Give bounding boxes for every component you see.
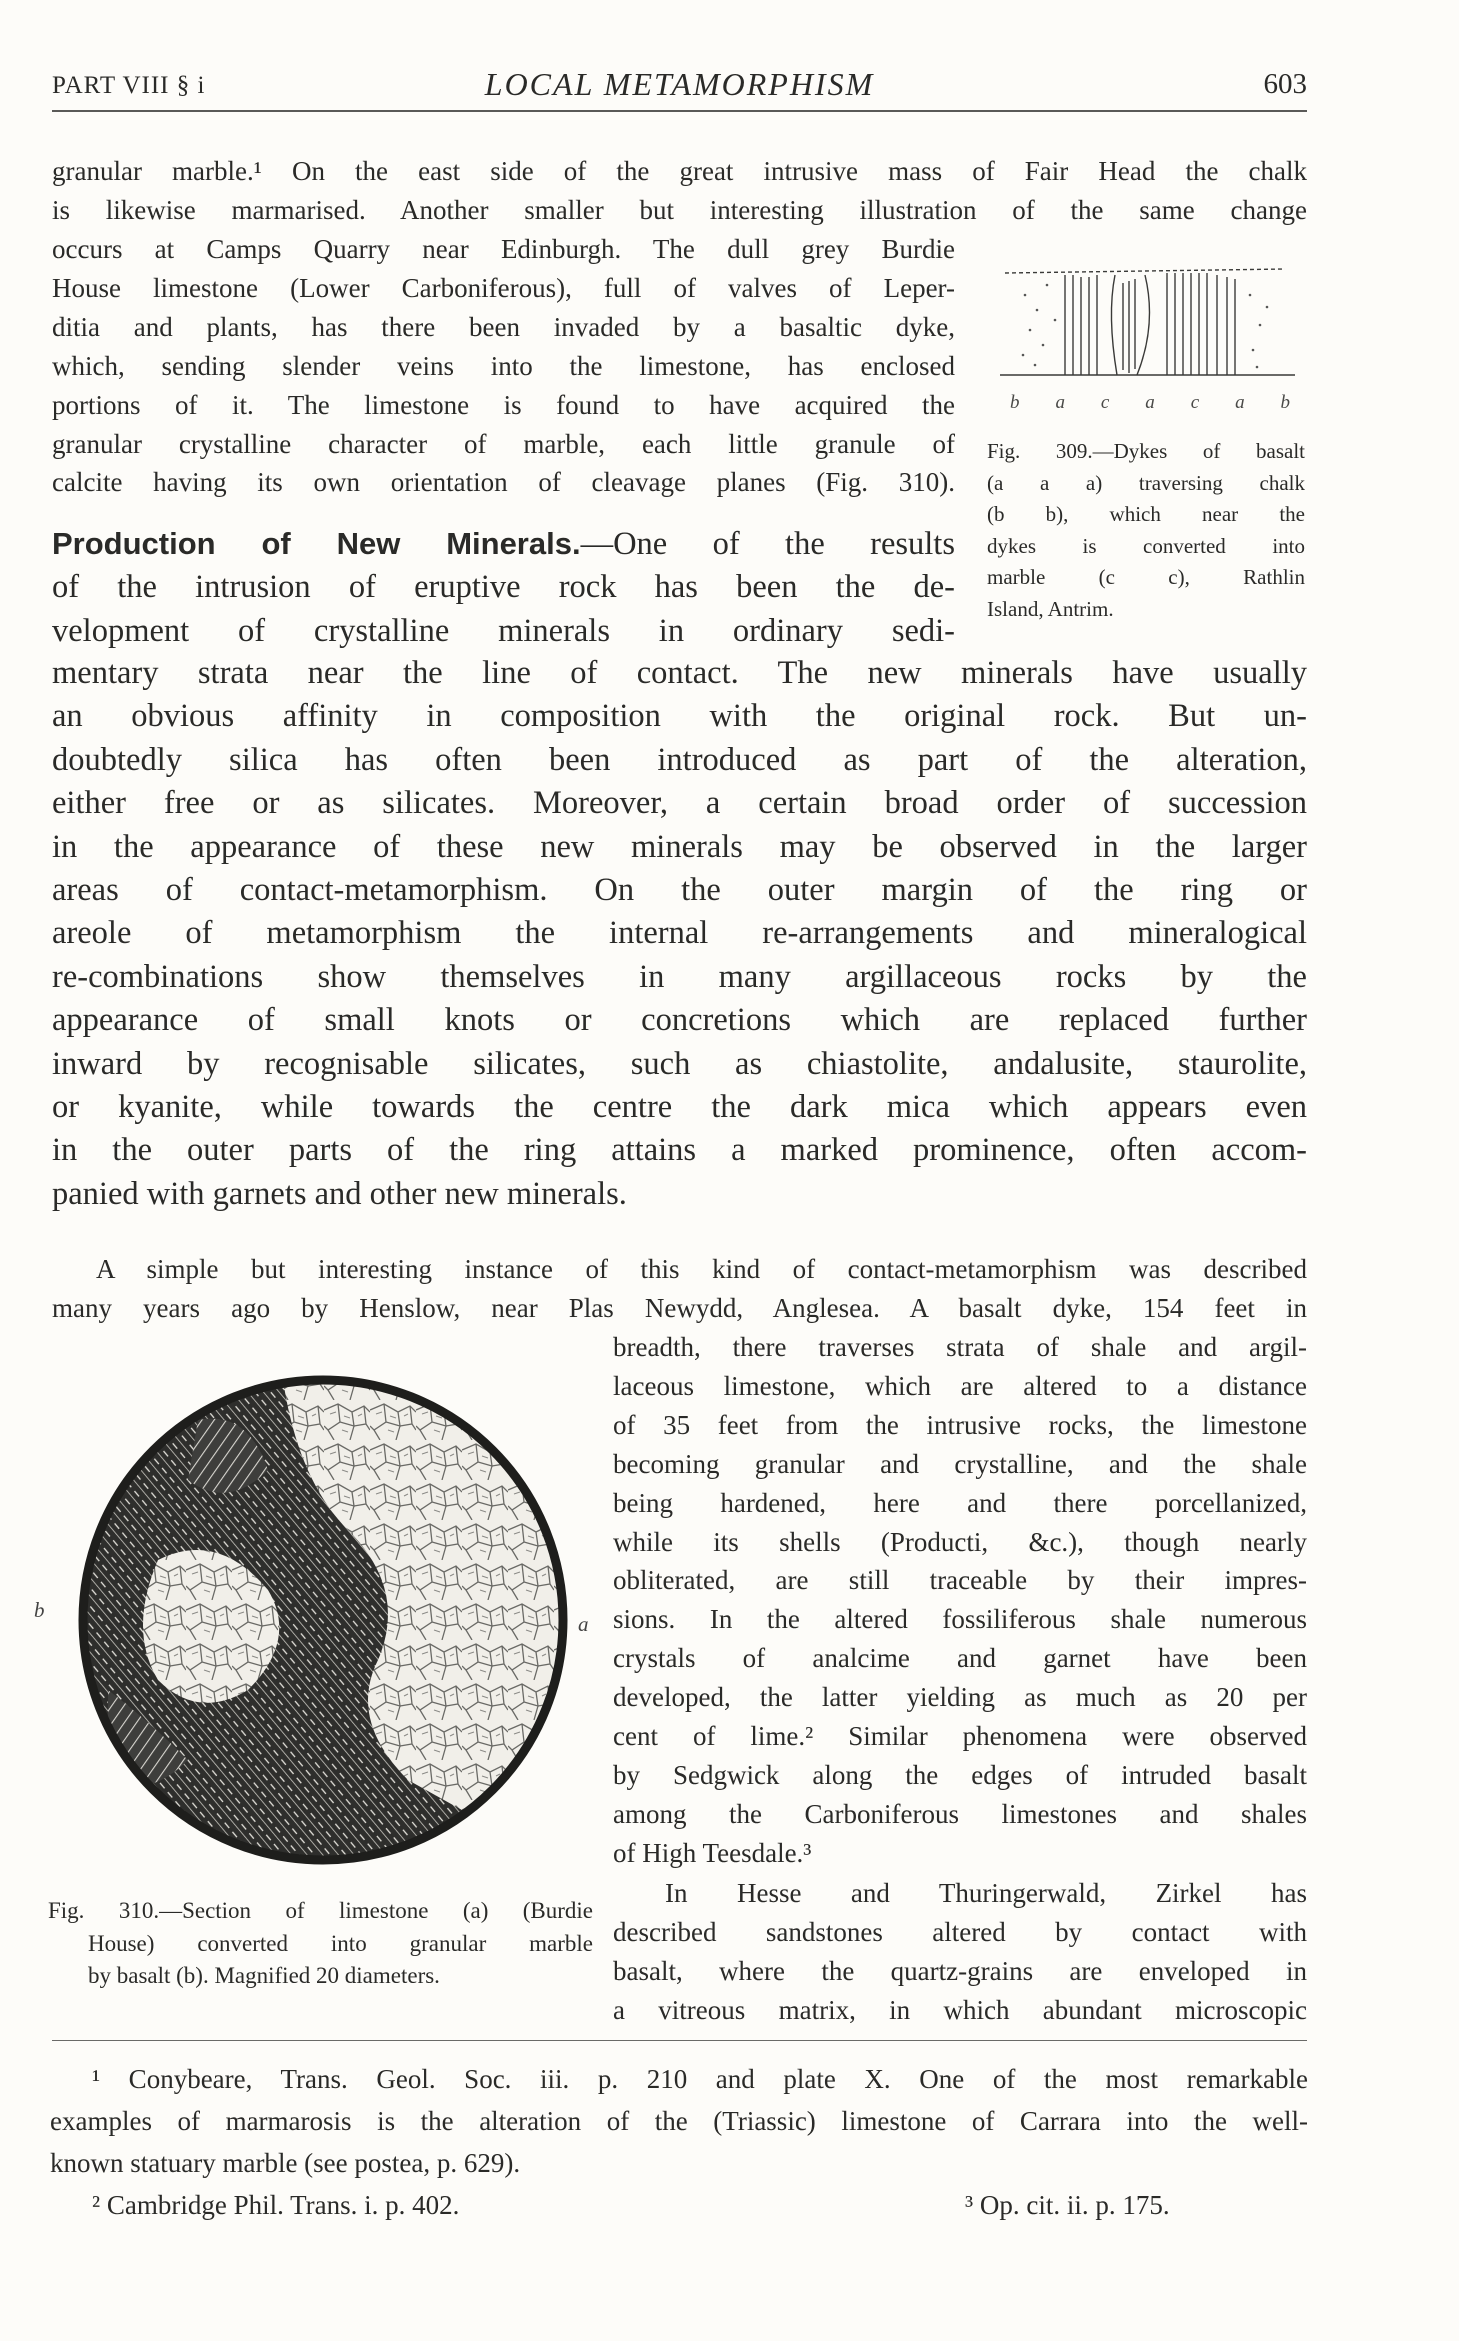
label-b: b [1010, 392, 1020, 413]
text-line: calcite having its own orientation of cleavage planes (Fig. 310). [52, 467, 955, 498]
text-line: described sandstones altered by contact with [613, 1916, 1307, 1947]
text-line: while its shells (Producti, &c.), though nearly [613, 1526, 1307, 1557]
footnote-line: known statuary marble (see postea, p. 629). [50, 2148, 521, 2178]
text-line [52, 522, 955, 566]
text-line: doubtedly silica has often been introduced as part of the alteration, [52, 741, 1307, 778]
figure-310-label-b: b [34, 1598, 45, 1622]
text-line: panied with garnets and other new minerals. [52, 1175, 627, 1212]
section-heading: Production of New Minerals. [52, 526, 581, 561]
henslow-paragraph-wide [52, 1250, 1307, 1328]
text-line: A simple but interesting instance of this kind of contact-metamorphism was described [96, 1254, 1307, 1284]
text-line: re-combinations show themselves in many argillaceous rocks by the [52, 958, 1307, 995]
text-line: mentary strata near the line of contact. The new minerals have usually [52, 655, 1307, 691]
text-line: sions. In the altered fossiliferous shale numerous [613, 1604, 1307, 1635]
text-line: breadth, there traverses strata of shale and argil- [613, 1332, 1307, 1362]
text-line: occurs at Camps Quarry near Edinburgh. The dull grey Burdie [52, 234, 955, 264]
text-line: basalt, where the quartz-grains are enveloped in [613, 1955, 1307, 1986]
text-line: among the Carboniferous limestones and shales [613, 1798, 1307, 1829]
caption-line: (b b), which near the [987, 502, 1305, 526]
text-line: in the outer parts of the ring attains a marked prominence, often accom- [52, 1132, 1307, 1169]
henslow-paragraph-narrow [613, 1328, 1307, 1873]
label-c: c [1190, 392, 1200, 413]
caption-line: Fig. 309.—Dykes of basalt [987, 439, 1305, 463]
hesse-paragraph [613, 1874, 1307, 2030]
section-wide [52, 652, 1307, 1216]
text-line: many years ago by Henslow, near Plas Newydd, Anglesea. A basalt dyke, 154 feet in [52, 1292, 1307, 1323]
text-line: becoming granular and crystalline, and the shale [613, 1448, 1307, 1479]
footnote-3: ³ Op. cit. ii. p. 175. [965, 2190, 1170, 2220]
figure-310-microscope-section [48, 1360, 588, 1880]
caption-line: (a a a) traversing chalk [987, 470, 1305, 495]
text-line: a vitreous matrix, in which abundant microscopic [613, 1994, 1307, 2025]
running-head-part: PART VIII § i [52, 72, 206, 99]
text-line: developed, the latter yielding as much as 20 per [613, 1682, 1307, 1713]
text-line: granular marble.¹ On the east side of the great intrusive mass of Fair Head the chalk [52, 156, 1307, 186]
caption-line: marble (c c), Rathlin [987, 565, 1305, 589]
text-line: by Sedgwick along the edges of intruded basalt [613, 1759, 1307, 1790]
figure-310-caption [48, 1895, 593, 1993]
running-head-title: LOCAL METAMORPHISM [484, 66, 875, 102]
running-head [52, 66, 1307, 112]
footnote-2: ² Cambridge Phil. Trans. i. p. 402. [92, 2190, 460, 2220]
text-line: of High Teesdale.³ [613, 1837, 812, 1868]
text-line: which, sending slender veins into the limestone, has enclosed [52, 350, 955, 381]
label-c: c [1100, 392, 1110, 413]
text-line: appearance of small knots or concretions which are replaced further [52, 1002, 1307, 1039]
text-line: laceous limestone, which are altered to a distance [613, 1370, 1307, 1401]
label-a: a [1055, 392, 1065, 413]
text-line: portions of it. The limestone is found to have acquired the [52, 389, 955, 420]
figure-310-label-a: a [578, 1612, 589, 1636]
section-narrow [52, 522, 955, 653]
text-line: —One of the results [580, 526, 955, 562]
text-line: crystals of analcime and garnet have been [613, 1643, 1307, 1674]
text-line: or kyanite, while towards the centre the dark mica which appears even [52, 1089, 1307, 1126]
caption-line: by basalt (b). Magnified 20 diameters. [88, 1963, 440, 1988]
intro-paragraph-narrow [52, 230, 955, 502]
text-line: House limestone (Lower Carboniferous), full of valves of Leper- [52, 272, 955, 303]
text-line: an obvious affinity in composition with the original rock. But un- [52, 698, 1307, 735]
figure-309-caption [987, 436, 1305, 625]
text-line: of the intrusion of eruptive rock has been the de- [52, 569, 955, 606]
footnote-rule [52, 2040, 1307, 2041]
text-line: obliterated, are still traceable by their impres- [613, 1565, 1307, 1596]
text-line: either free or as silicates. Moreover, a certain broad order of succession [52, 785, 1307, 822]
label-b: b [1280, 392, 1290, 413]
label-a: a [1235, 392, 1245, 413]
text-line: In Hesse and Thuringerwald, Zirkel has [665, 1878, 1307, 1908]
footnote-line: examples of marmarosis is the alteration of the (Triassic) limestone of Carrara into the well- [50, 2106, 1308, 2136]
text-line: areas of contact-metamorphism. On the outer margin of the ring or [52, 872, 1307, 909]
text-line: cent of lime.² Similar phenomena were observed [613, 1721, 1307, 1752]
text-line: ditia and plants, has there been invaded by a basaltic dyke, [52, 311, 955, 342]
text-line: being hardened, here and there porcellanized, [613, 1487, 1307, 1518]
label-a: a [1145, 392, 1155, 413]
text-line: velopment of crystalline minerals in ordinary sedi- [52, 612, 955, 649]
page-number: 603 [1263, 68, 1307, 100]
text-line: granular crystalline character of marble, each little granule of [52, 428, 955, 459]
figure-309-labels [1010, 392, 1290, 414]
footnotes [50, 2058, 1308, 2226]
text-line: in the appearance of these new minerals may be observed in the larger [52, 828, 1307, 865]
footnote-line: ¹ Conybeare, Trans. Geol. Soc. iii. p. 210 and plate X. One of the most remarkable [92, 2064, 1308, 2094]
text-line: is likewise marmarised. Another smaller but interesting illustration of the same change [52, 194, 1307, 225]
text-line: inward by recognisable silicates, such as chiastolite, andalusite, staurolite, [52, 1045, 1307, 1082]
caption-line: House) converted into granular marble [88, 1930, 593, 1956]
caption-line: Fig. 310.—Section of limestone (a) (Burdie [48, 1898, 593, 1923]
caption-line: Island, Antrim. [987, 596, 1114, 621]
text-line: of 35 feet from the intrusive rocks, the limestone [613, 1409, 1307, 1440]
caption-line: dykes is converted into [987, 533, 1305, 558]
text-line: areole of metamorphism the internal re-arrangements and mineralogical [52, 915, 1307, 952]
intro-paragraph-wide [52, 152, 1307, 230]
